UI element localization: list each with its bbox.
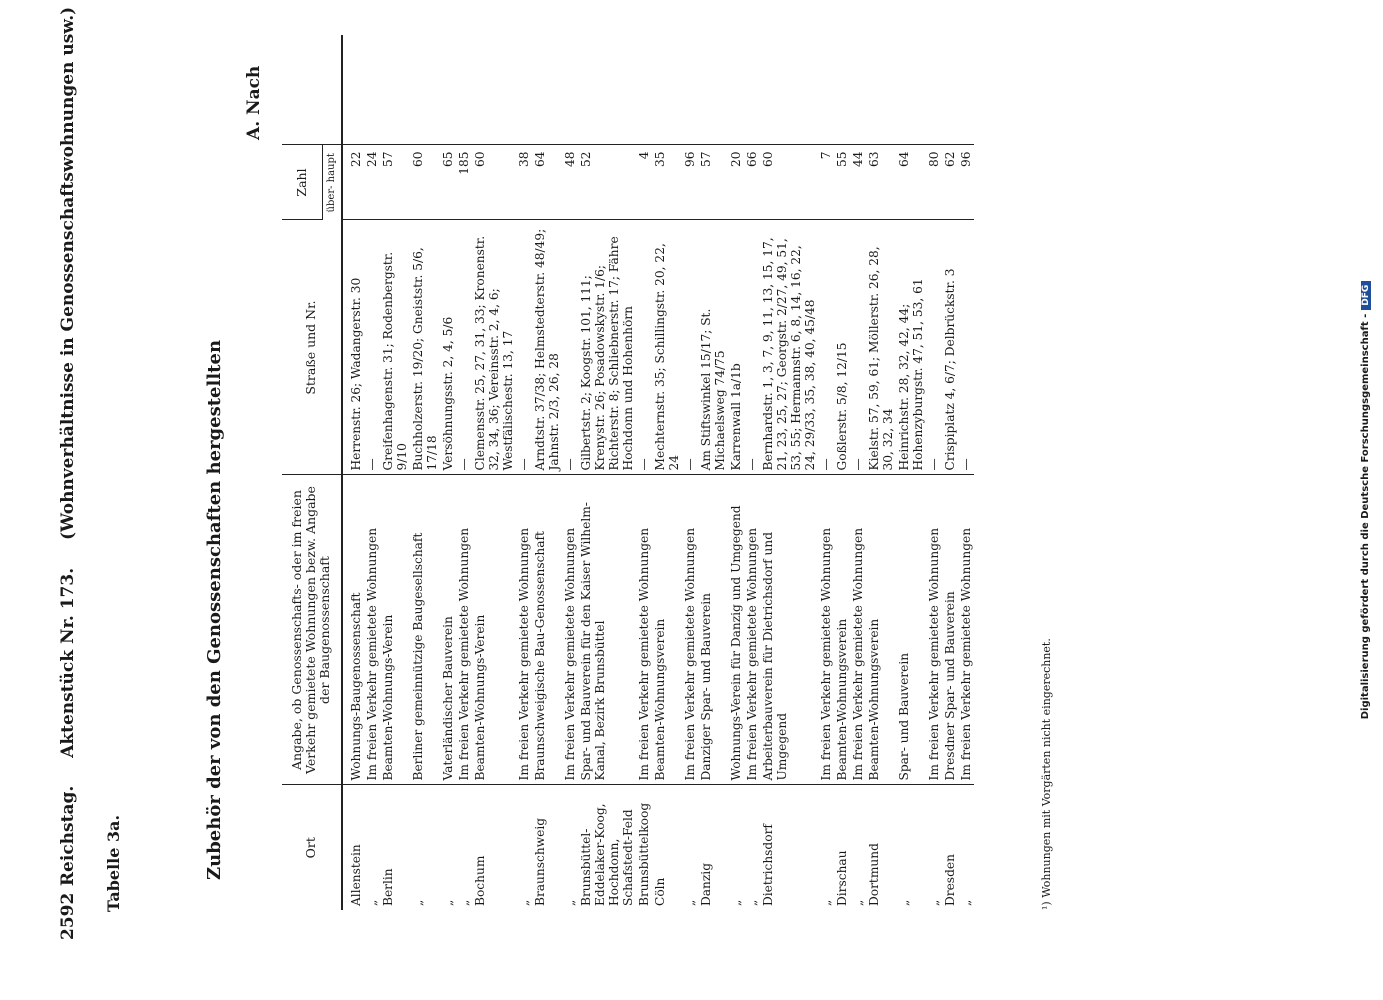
cell-zahl: 96 [682,145,698,220]
header-right: (Wohnverhältnisse in Genossenschaftswohnungen usw.) [58,6,78,541]
cell-zahl: 44 [850,145,866,220]
cell-zahl: 60 [472,145,516,220]
dfg-watermark [1360,10,1371,990]
cell-ort: Allenstein [348,844,363,906]
table-row [410,35,440,910]
table-row [562,35,578,910]
cell-strasse: — [958,220,974,475]
col-header-ort: Ort [282,785,342,910]
cell-spacer [744,35,760,145]
cell-strasse: — [818,220,834,475]
cell-spacer [364,35,380,145]
cell-angabe: Im freien Verkehr gemietete Wohnungen [682,475,698,785]
cell-zahl: 20 [728,145,744,220]
cell-angabe: Beamten-Wohnungsverein [652,475,682,785]
cell-ort: Dietrichsdorf [760,824,775,906]
cell-strasse: Gilbertstr. 2; Koogstr. 101, 111; Krenystr. 26; Posadowskystr. 1/6; Richterstr. 8; Schliebnerstr. 17; Fähre Hochdonn und Hohenhörn [578,220,636,475]
table-row [682,35,698,910]
cell-spacer [532,35,562,145]
cell-strasse: Clemensstr. 25, 27, 31, 33; Kronenstr. 32, 34, 36; Vereinsstr. 2, 4, 6; Westfälischestr. 13, 17 [472,220,516,475]
cell-angabe: Im freien Verkehr gemietete Wohnungen [516,475,532,785]
cell-zahl: 65 [440,145,456,220]
cell-ort: „ [410,899,425,906]
cell-spacer [380,35,410,145]
cell-zahl: 35 [652,145,682,220]
cell-angabe: Im freien Verkehr gemietete Wohnungen [456,475,472,785]
cell-ort: Dortmund [866,843,881,906]
cell-spacer [942,35,958,145]
cell-zahl: 185 [456,145,472,220]
cell-ort: „ [364,899,379,906]
cell-spacer [728,35,744,145]
cell-strasse: — [926,220,942,475]
cell-strasse: Bernhardstr. 1, 3, 7, 9, 11, 13, 15, 17, 21, 23, 25, 27; Georgstr. 2/27, 49, 51, 53, 55; Hermannstr. 6, 8, 14, 16, 22, 24, 29/33, 35, 38, 40, 45/48 [760,220,818,475]
cell-angabe: Berliner gemeinnützige Baugesellschaft [410,475,440,785]
col-header-strasse: Straße und Nr. [282,220,342,475]
cell-ort: „ [728,899,743,906]
cell-ort: „ [958,899,973,906]
cell-strasse: Crispiplatz 4, 6/7; Delbrückstr. 3 [942,220,958,475]
cell-ort: „ [850,899,865,906]
cell-spacer [850,35,866,145]
table-row [818,35,834,910]
cell-strasse: — [636,220,652,475]
table-row [380,35,410,910]
cell-strasse: — [682,220,698,475]
cell-ort: Brunsbüttel-Eddelaker-Koog, Hochdonn, Schafstedt-Feld [578,803,635,906]
cell-angabe: Im freien Verkehr gemietete Wohnungen [636,475,652,785]
cell-spacer [760,35,818,145]
table-row [926,35,942,910]
cell-strasse: Karrenwall 1a/1b [728,220,744,475]
cell-zahl: 57 [380,145,410,220]
cell-spacer [926,35,942,145]
cell-spacer [472,35,516,145]
cell-spacer [636,35,652,145]
cell-ort: Danzig [698,862,713,906]
cell-strasse: Versöhnungsstr. 2, 4, 5/6 [440,220,456,475]
cell-angabe: Beamten-Wohnungs-Verein [380,475,410,785]
page-number: 2592 [58,892,78,940]
cell-spacer [682,35,698,145]
table-title: Zubehör der von den Genossenschaften hergestellten [204,339,225,880]
cell-ort: Braunschweig [532,817,547,906]
table-row [942,35,958,910]
table-row [834,35,850,910]
cell-strasse: — [364,220,380,475]
table-row [728,35,744,910]
table-row [896,35,926,910]
cell-zahl: 52 [578,145,636,220]
cell-zahl: 22 [342,145,364,220]
cell-angabe: Im freien Verkehr gemietete Wohnungen [818,475,834,785]
cell-zahl: 64 [896,145,926,220]
cell-zahl: 66 [744,145,760,220]
table-row [698,35,728,910]
cell-angabe: Wohnungs-Verein für Danzig und Umgegend [728,475,744,785]
cell-spacer [958,35,974,145]
cell-zahl: 38 [516,145,532,220]
cell-ort: „ [926,899,941,906]
cell-angabe: Im freien Verkehr gemietete Wohnungen [562,475,578,785]
cell-zahl: 60 [410,145,440,220]
cell-spacer [440,35,456,145]
cell-angabe: Arbeiterbauverein für Dietrichsdorf und Umgegend [760,475,818,785]
table-row [850,35,866,910]
cell-spacer [456,35,472,145]
cell-strasse: Arndtstr. 37/38; Helmstedterstr. 48/49; Jahnstr. 2/3, 26, 28 [532,220,562,475]
cell-angabe: Danziger Spar- und Bauverein [698,475,728,785]
cell-ort: „ [440,899,455,906]
cell-ort: „ [516,899,531,906]
table-row [652,35,682,910]
cell-angabe: Beamten-Wohnungsverein [834,475,850,785]
table-row [342,35,364,910]
cell-angabe: Beamten-Wohnungs-Verein [472,475,516,785]
cell-spacer [562,35,578,145]
cell-zahl: 62 [942,145,958,220]
cell-ort: Brunsbüttelkoog [636,802,651,906]
cell-ort: „ [896,899,911,906]
cell-angabe: Spar- und Bauverein für den Kaiser Wilhelm-Kanal, Bezirk Brunsbüttel [578,475,636,785]
cell-ort: „ [818,899,833,906]
cell-strasse: Greifenhagenstr. 31; Rodenbergstr. 9/10 [380,220,410,475]
cell-angabe: Braunschweigische Bau-Genossenschaft [532,475,562,785]
header-left: Reichstag. [58,785,78,887]
table-row [364,35,380,910]
cell-angabe: Im freien Verkehr gemietete Wohnungen [744,475,760,785]
cell-zahl: 4 [636,145,652,220]
cell-strasse: — [456,220,472,475]
cell-spacer [834,35,850,145]
cell-ort: Dresden [942,854,957,906]
cell-spacer [866,35,896,145]
cell-strasse: Mechternstr. 35; Schillingstr. 20, 22, 24 [652,220,682,475]
col-header-ueberhaupt: über- haupt [322,145,342,220]
table-reference: Tabelle 3a. [104,814,123,912]
cell-spacer [818,35,834,145]
cell-spacer [578,35,636,145]
table-row [866,35,896,910]
data-table [282,35,974,910]
cell-angabe: Spar- und Bauverein [896,475,926,785]
header-center: Aktenstück Nr. 173. [58,567,78,758]
table-row [440,35,456,910]
table-row [636,35,652,910]
cell-strasse: Am Stiftswinkel 15/17; St. Michaelsweg 74/75 [698,220,728,475]
cell-spacer [896,35,926,145]
cell-ort: „ [562,899,577,906]
cell-zahl: 48 [562,145,578,220]
cell-angabe: Vaterländischer Bauverein [440,475,456,785]
cell-ort: „ [682,899,697,906]
cell-zahl: 55 [834,145,850,220]
cell-strasse: — [516,220,532,475]
table-row [578,35,636,910]
cell-angabe: Wohnungs-Baugenossenschaft [342,475,364,785]
col-header-zahl: Zahl [282,145,322,220]
cell-ort: Bochum [472,855,487,906]
running-header [58,6,78,940]
cell-ort: „ [744,899,759,906]
watermark-text: Digitalisierung gefördert durch die Deutsche Forschungsgemeinschaft - [1360,313,1371,720]
cell-spacer [516,35,532,145]
cell-angabe: Dresdner Spar- und Bauverein [942,475,958,785]
col-header-spacer [282,35,342,145]
cell-strasse: Herrenstr. 26; Wadangerstr. 30 [342,220,364,475]
table-row [456,35,472,910]
table-subtitle: A. Nach [244,65,264,140]
table-row [532,35,562,910]
table-row [472,35,516,910]
cell-zahl: 63 [866,145,896,220]
cell-ort: Cöln [652,877,667,906]
cell-zahl: 64 [532,145,562,220]
table-row [760,35,818,910]
cell-spacer [652,35,682,145]
cell-ort: Dirschau [834,850,849,906]
cell-ort: Berlin [380,868,395,906]
cell-zahl: 60 [760,145,818,220]
cell-angabe: Im freien Verkehr gemietete Wohnungen [926,475,942,785]
col-header-angabe: Angabe, ob Genossenschafts- oder im freien Verkehr gemietete Wohnungen bezw. Angabe der Baugenossenschaft [282,475,342,785]
cell-zahl: 7 [818,145,834,220]
table-row [516,35,532,910]
cell-strasse: Buchholzerstr. 19/20; Gneiststr. 5/6, 17/18 [410,220,440,475]
cell-spacer [342,35,364,145]
table-row [744,35,760,910]
cell-strasse: Heinrichstr. 28, 32, 42, 44; Hohenzyburgstr. 47, 51, 53, 61 [896,220,926,475]
cell-strasse: — [744,220,760,475]
cell-ort: „ [456,899,471,906]
dfg-logo: DFG [1361,281,1371,310]
cell-angabe: Im freien Verkehr gemietete Wohnungen [364,475,380,785]
cell-strasse: — [850,220,866,475]
cell-angabe: Beamten-Wohnungsverein [866,475,896,785]
cell-angabe: Im freien Verkehr gemietete Wohnungen [850,475,866,785]
cell-spacer [410,35,440,145]
cell-angabe: Im freien Verkehr gemietete Wohnungen [958,475,974,785]
cell-spacer [698,35,728,145]
table-row [958,35,974,910]
cell-zahl: 96 [958,145,974,220]
cell-strasse: Kielstr. 57, 59, 61; Möllerstr. 26, 28, 30, 32, 34 [866,220,896,475]
cell-strasse: Goßlerstr. 5/8, 12/15 [834,220,850,475]
footnote: ¹) Wohnungen mit Vorgärten nicht eingerechnet. [1040,638,1053,910]
cell-zahl: 24 [364,145,380,220]
cell-zahl: 80 [926,145,942,220]
cell-strasse: — [562,220,578,475]
cell-zahl: 57 [698,145,728,220]
